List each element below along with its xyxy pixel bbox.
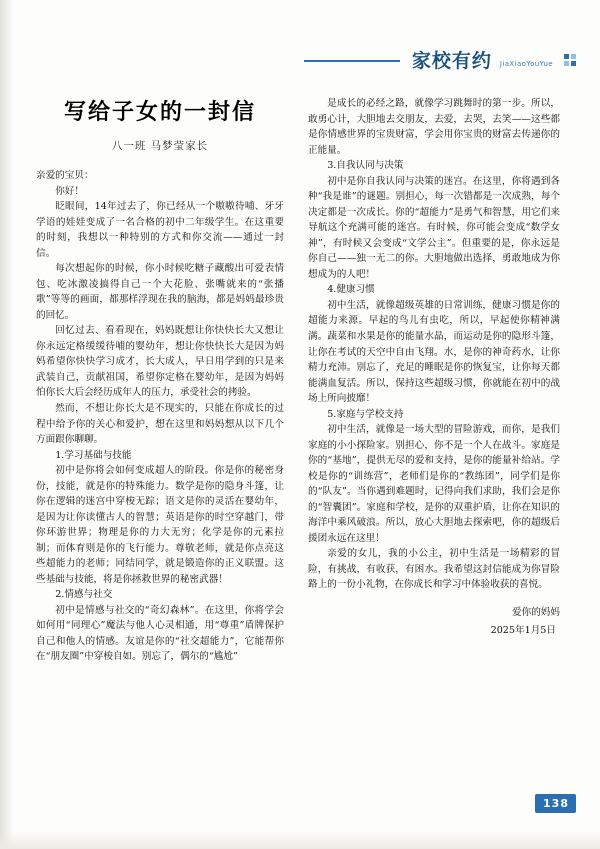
- left-column: [36, 168, 284, 808]
- paragraph: 初中是你将会如何变成超人的阶段。你是你的秘密身份，技能，就是你的特殊能力。数学是你的隐身斗篷，让你在逻辑的迷宫中穿梭无踪；语文是你的灵活在婴幼年，是因为让你读懂古人的智慧；英语是你的时空穿越门，带你环游世界；物理是你的力大无穷；化学是你的元素拉制；而体育则是你的飞行能力。尊敬老师，就是你点亮这些超能力的老师；同结同学，就是锻造你的正义联盟。这些基础与技能，将是你拯救世界的秘密武器！: [36, 465, 284, 585]
- paragraph: 然而，不想让你长大是不现实的，只能在你成长的过程中给予你的关心和爱护，想在这里和妈妈想从以下几个方面跟你聊聊。: [36, 402, 284, 446]
- paragraph: 每次想起你的时候，你小时候吃糖子藏酸出可爱表情包、吃冰激凌搞得自己一个大花脸、张嘴就来的“张播歌”等等的画面，都那样浮现在我的脑海，都是妈妈最珍贵的回忆。: [36, 263, 284, 321]
- paragraph: 初中是情感与社交的“奇幻森林”。在这里，你将学会如何用“同理心”魔法与他人心灵相通，用“尊重”盾牌保护自己和他人的情感。友谊是你的“社交超能力”，它能帮你在“朋友圈”中穿梭自如。别忘了，偶尔的“尴尬”: [36, 604, 284, 663]
- header-title: 家校有约: [411, 49, 492, 72]
- right-column: [308, 96, 560, 796]
- section-heading: 1.学习基础与技能: [55, 449, 132, 461]
- signature: 爱你的妈妈: [512, 607, 560, 618]
- paragraph: 眨眼间，14年过去了，你已经从一个嗷嗷待哺、牙牙学语的娃娃变成了一名合格的初中二年级学生。在这重要的时刻，我想以一种特别的方式和你交流——通过一封信。: [36, 201, 284, 259]
- paragraph: 是成长的必经之路，就像学习跳舞时的第一步。所以，敢勇心计，大胆地去交朋友，去爱，去哭，去笑——这些都是你情感世界的宝贵财富，学会用你宝贵的财富去传递你的正能量。: [308, 98, 560, 156]
- section-heading: 2.情感与社交: [55, 589, 113, 601]
- paragraph: 初中是你自我认同与决策的迷宫。在这里，你将遇到各种“我是谁”的谜题。别担心，每一次错都是一次成熟，每个决定都是一次成长。你的“超能力”是勇气和智慧，用它们来导航这个充满可能的迷宫。有时候，你可能会变成“数学女神”，有时候又会变成“文学公主”。但重要的是，你永远是你自己——独一无二的你。大胆地做出选择，勇敢地成为你想成为的人吧！: [308, 175, 560, 280]
- page-number-badge: 138: [535, 794, 576, 813]
- paragraph: 初中生活，就像是一场大型的冒险游戏，而你，是我们家庭的小小探险家。别担心，你不是一个人在战斗。家庭是你的“基地”，提供无尽的爱和支持，是你的能量补给站。学校是你的“训练营”，老师们是你的“教练团”，同学们是你的“队友”。当你遇到难题时，记得向我们求助，我们会是你的“智囊团”。家庭和学校，是你的双重护盾，让你在知识的海洋中乘风破浪。所以，放心大胆地去探索吧，你的超级后援团永远在这里！: [308, 424, 560, 544]
- section-heading: 3.自我认同与决策: [327, 160, 404, 172]
- paragraph: 回忆过去、看看现在，妈妈既想让你快快长大又想让你永远定格缓缓待哺的婴幼年，想让你快快长大是因为妈妈希望你快快学习成才，长大成人，早日用学到的只是来武装自己，贡献祖国，希望你定格在婴幼年，是因为妈妈怕你长大后会经历成年人的压力，承受社会的拷验。: [36, 325, 284, 399]
- page-edge-shadow: [0, 0, 14, 849]
- page-header: [304, 42, 576, 76]
- title-block: [36, 95, 284, 153]
- salutation: 亲爱的宝贝：: [36, 170, 94, 181]
- paragraph: 亲爱的女儿，我的小公主，初中生活是一场精彩的冒险，有挑战，有收获，有困水。我希望这封信能成为你冒险路上的一份小礼物，在你成长和学习中体验收获的喜悦。: [308, 548, 560, 591]
- section-heading: 4.健康习惯: [327, 284, 375, 296]
- signature-date: 2025年1月5日: [490, 624, 556, 636]
- page-bottom-shadow: [0, 831, 600, 849]
- byline: 八一班 马梦莹家长: [111, 140, 209, 152]
- page-title: 写给子女的一封信: [63, 99, 256, 125]
- section-heading: 5.家庭与学校支持: [327, 408, 404, 420]
- paragraph: 你好！: [55, 185, 84, 197]
- header-squares-icon: [564, 54, 576, 66]
- paragraph: 初中生活，就像超级英雄的日常训练，健康习惯是你的超能力来源。早起的鸟儿有虫吃，所以，早起使你精神满满。蔬菜和水果是你的能量水晶，而运动是你的隐形斗篷，让你在考试的天空中自由飞翔。水，是你的神奇药水，让你精力充沛。别忘了，充足的睡眠是你的恢复宝，让你每天都能满血复活。所以，保持这些超级习惯，你就能在初中的战场上所向披靡！: [308, 299, 560, 405]
- header-subtitle: JiaXiaoYouYue: [499, 60, 553, 68]
- header-rule: [304, 60, 400, 62]
